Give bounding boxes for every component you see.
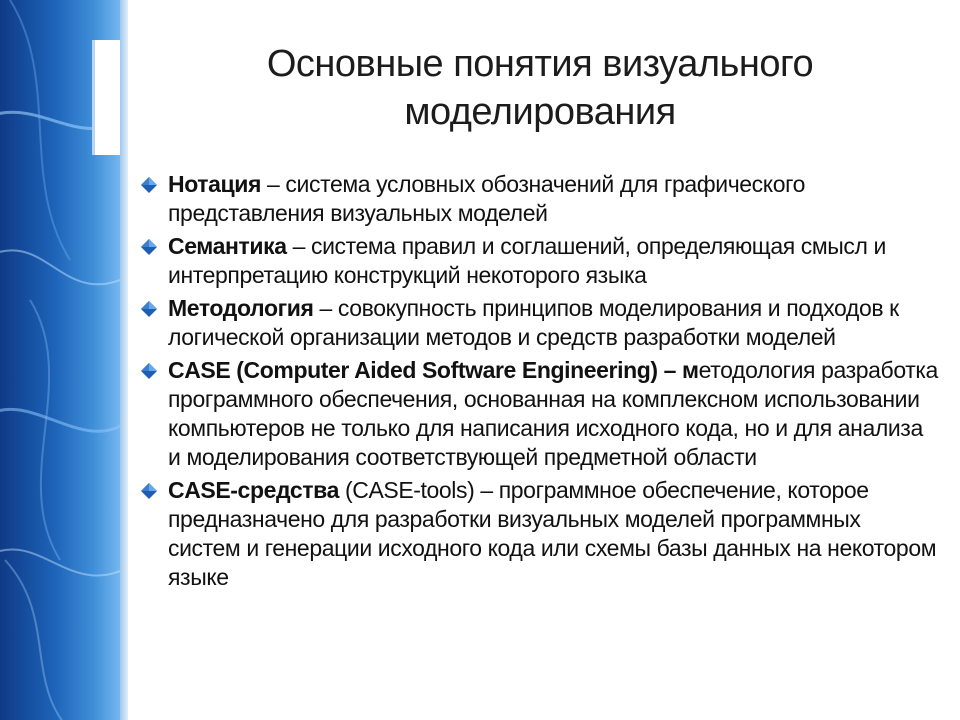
slide-title (150, 40, 930, 136)
term: Методология (168, 295, 314, 321)
title-notch (95, 40, 120, 155)
blue-diamond-icon (140, 238, 158, 256)
list-item-case-tools (138, 476, 938, 592)
term: CASE-средства (168, 477, 339, 503)
list-item-methodology (138, 294, 938, 352)
list-item-semantics (138, 232, 938, 290)
term: CASE (Computer Aided Software Engineering) – м (168, 357, 699, 383)
side-band-edge (120, 0, 128, 720)
definition: (CASE-tools) – программное обеспечение, которое предназначено для разработки визуальных моделей программных систем и генерации исходного кода или схемы базы данных на некотором языке (168, 477, 937, 590)
title-line-2: моделирования (404, 91, 676, 133)
blue-diamond-icon (140, 482, 158, 500)
term: Семантика (168, 233, 287, 259)
blue-diamond-icon (140, 362, 158, 380)
list-item-notation (138, 170, 938, 228)
term: Нотация (168, 171, 262, 197)
list-item-case (138, 356, 938, 472)
blue-diamond-icon (140, 300, 158, 318)
definition: – система правил и соглашений, определяющая смысл и интерпретацию конструкций некоторого языка (168, 233, 886, 288)
definition: етодология разработка программного обеспечения, основанная на комплексном использовании компьютеров не только для написания исходного кода, но и для анализа и моделирования соответствующей предметной области (168, 357, 938, 470)
title-line-1: Основные понятия визуального (266, 43, 814, 85)
definition: – система условных обозначений для графического представления визуальных моделей (168, 171, 805, 226)
definitions-list (138, 170, 938, 596)
blue-diamond-icon (140, 176, 158, 194)
definition: – совокупность принципов моделирования и подходов к логической организации методов и средств разработки моделей (168, 295, 899, 350)
